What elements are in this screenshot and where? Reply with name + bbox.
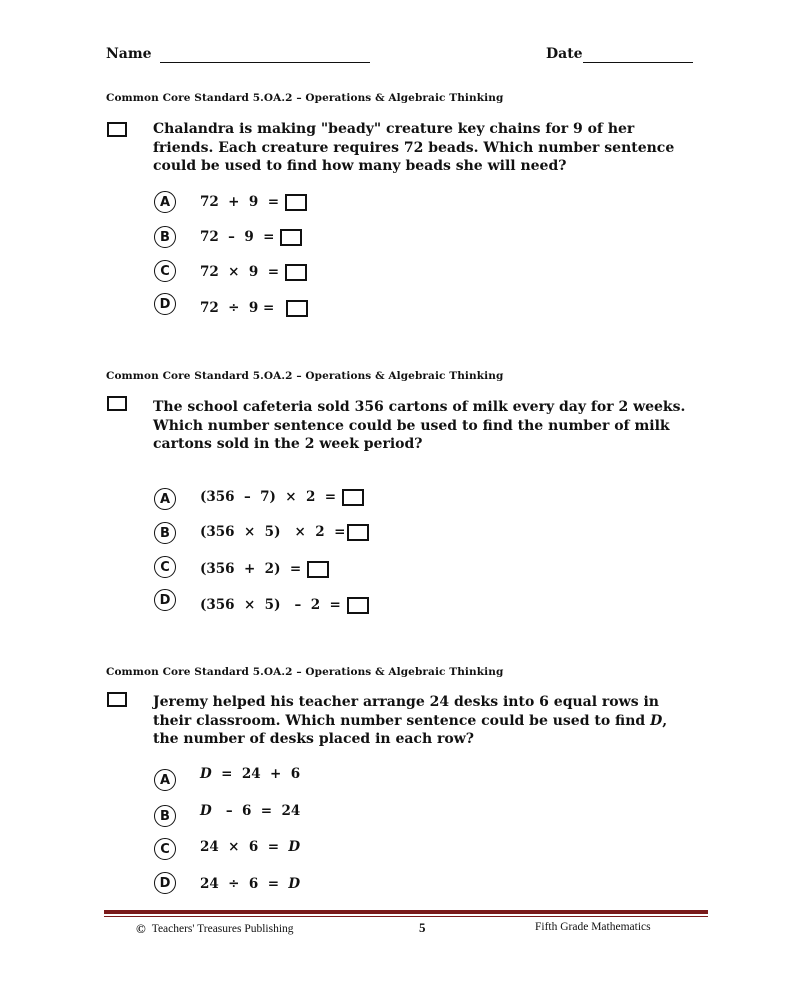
footer-publisher — [136, 921, 294, 937]
option-a-expression: D = 24 + 6 — [200, 766, 301, 782]
option-b-circle[interactable]: B — [154, 226, 176, 248]
option-d-circle[interactable]: D — [154, 589, 176, 611]
question-text-3 — [153, 693, 713, 749]
question-text-1 — [153, 120, 713, 176]
option-c-expression: 24 × 6 = D — [200, 839, 301, 855]
question-1-line-3: could be used to find how many beads she will need? — [153, 158, 567, 174]
option-c-circle[interactable]: C — [154, 556, 176, 578]
question-3-line-3: the number of desks placed in each row? — [153, 731, 474, 747]
date-label: Date — [546, 46, 583, 62]
answer-box-1[interactable] — [107, 122, 127, 137]
standard-label-1: Common Core Standard 5.OA.2 – Operations & Algebraic Thinking — [106, 92, 504, 104]
standard-label-3: Common Core Standard 5.OA.2 – Operations & Algebraic Thinking — [106, 666, 504, 678]
option-b-expression — [200, 226, 302, 248]
answer-blank-box — [307, 561, 329, 578]
option-a-circle[interactable]: A — [154, 769, 176, 791]
standard-label-2: Common Core Standard 5.OA.2 – Operations & Algebraic Thinking — [106, 370, 504, 382]
option-c-expression — [200, 558, 329, 580]
answer-blank-box — [286, 300, 308, 317]
option-a-text: 72 + 9 = — [200, 194, 280, 210]
option-b-text: 72 – 9 = — [200, 229, 275, 245]
option-a-circle[interactable]: A — [154, 488, 176, 510]
option-d-text: 72 ÷ 9 = — [200, 300, 275, 316]
footer-subject: Fifth Grade Mathematics — [535, 921, 651, 933]
question-1-line-1: Chalandra is making "beady" creature key chains for 9 of her — [153, 121, 635, 137]
option-c-text: 72 × 9 = — [200, 264, 280, 280]
answer-blank-box — [285, 194, 307, 211]
option-b-expression — [200, 521, 369, 543]
answer-blank-box — [285, 264, 307, 281]
option-a-text: (356 – 7) × 2 = — [200, 489, 337, 505]
footer-rule-thick — [104, 910, 708, 914]
question-3-line-1: Jeremy helped his teacher arrange 24 desks into 6 equal rows in — [153, 694, 659, 710]
answer-box-2[interactable] — [107, 396, 127, 411]
answer-box-3[interactable] — [107, 692, 127, 707]
option-b-circle[interactable]: B — [154, 805, 176, 827]
name-label: Name — [106, 46, 152, 62]
question-3-line-2: their classroom. Which number sentence could be used to find D, — [153, 712, 668, 729]
option-d-text: (356 × 5) – 2 = — [200, 597, 341, 613]
question-2-line-3: cartons sold in the 2 week period? — [153, 436, 423, 452]
question-2-line-1: The school cafeteria sold 356 cartons of milk every day for 2 weeks. — [153, 399, 686, 415]
option-c-expression — [200, 261, 307, 283]
option-b-text: (356 × 5) × 2 = — [200, 524, 346, 540]
question-2-line-2: Which number sentence could be used to find the number of milk — [153, 417, 670, 434]
option-a-expression — [200, 191, 307, 213]
answer-blank-box — [342, 489, 364, 506]
footer-rule-thin — [104, 916, 708, 917]
date-field[interactable] — [583, 62, 693, 63]
answer-blank-box — [280, 229, 302, 246]
answer-blank-box — [347, 597, 369, 614]
answer-blank-box — [347, 524, 369, 541]
option-d-expression: 24 ÷ 6 = D — [200, 876, 301, 892]
option-b-expression: D – 6 = 24 — [200, 803, 301, 819]
option-b-circle[interactable]: B — [154, 522, 176, 544]
option-d-expression — [200, 297, 308, 319]
option-a-expression — [200, 486, 364, 508]
question-text-2 — [153, 398, 713, 454]
option-c-circle[interactable]: C — [154, 838, 176, 860]
name-field[interactable] — [160, 62, 370, 63]
page-number: 5 — [419, 920, 426, 935]
option-d-circle[interactable]: D — [154, 872, 176, 894]
option-a-circle[interactable]: A — [154, 191, 176, 213]
option-c-text: (356 + 2) = — [200, 561, 302, 577]
question-1-line-2: friends. Each creature requires 72 beads. Which number sentence — [153, 139, 675, 156]
option-c-circle[interactable]: C — [154, 260, 176, 282]
copyright-icon: © — [136, 921, 146, 936]
option-d-circle[interactable]: D — [154, 293, 176, 315]
publisher-name: Teachers' Treasures Publishing — [151, 923, 294, 935]
option-d-expression — [200, 594, 369, 616]
